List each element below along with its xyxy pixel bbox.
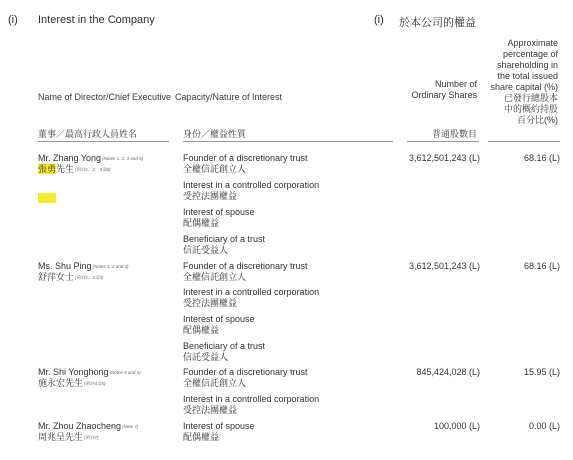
- capacity-en: Beneficiary of a trust: [183, 234, 266, 244]
- name-zh-highlighted: 張勇: [38, 164, 57, 174]
- section-title-zh: 於本公司的權益: [399, 17, 476, 29]
- director-name-zh: [38, 378, 106, 389]
- header-pct-line: Approximate: [507, 38, 558, 48]
- capacity-zh: 受控法團權益: [183, 298, 238, 308]
- director-name-zh: [38, 272, 104, 283]
- header-name-en: Name of Director/Chief Executive: [38, 92, 172, 102]
- header-rule-pct: [488, 141, 560, 142]
- capacity-en: Interest in a controlled corporation: [183, 394, 320, 404]
- name-note: (Notes 1, 2, 3 and 6): [102, 156, 144, 161]
- name-note: (Note 7): [122, 424, 139, 429]
- name-note: (Notes 1, 2 and 3): [92, 264, 129, 269]
- director-name-zh: [38, 432, 99, 443]
- director-name-en: [38, 153, 143, 164]
- capacity-zh: 信託受益人: [183, 245, 229, 255]
- shares-value: 3,612,501,243 (L): [408, 261, 480, 271]
- name-zh-rest: 先生: [56, 164, 75, 174]
- header-pct-line: share capital (%): [490, 82, 558, 92]
- director-name-en: [38, 367, 141, 378]
- capacity-zh: 全權信託創立人: [183, 272, 247, 282]
- pct-value: 68.16 (L): [523, 261, 560, 271]
- name-note: (附註1、2及3): [75, 275, 104, 280]
- capacity-zh: 配偶權益: [183, 325, 220, 335]
- header-pct-line: shareholding in: [496, 60, 558, 70]
- name-zh-text: 施永宏先生: [38, 378, 84, 388]
- section-number-en: (i): [8, 14, 18, 26]
- header-pct-line: 已發行總股本: [503, 93, 558, 103]
- name-zh-text: 周兆呈先生: [38, 432, 84, 442]
- capacity-en: Beneficiary of a trust: [183, 341, 266, 351]
- capacity-en: Interest in a controlled corporation: [183, 287, 320, 297]
- header-shares-zh: 普通股數目: [431, 129, 477, 139]
- header-shares-en: [397, 79, 477, 101]
- capacity-en: Interest of spouse: [183, 421, 255, 431]
- shares-value: 845,424,028 (L): [416, 367, 480, 377]
- shares-value: 100,000 (L): [433, 421, 480, 431]
- capacity-en: Interest of spouse: [183, 314, 255, 324]
- pct-value: 68.16 (L): [523, 153, 560, 163]
- name-note: (Notes 4 and 5): [109, 370, 141, 375]
- capacity-zh: 受控法團權益: [183, 191, 238, 201]
- capacity-en: Interest of spouse: [183, 207, 255, 217]
- director-name-zh: [38, 164, 111, 175]
- name-text: Ms. Shu Ping: [38, 261, 92, 271]
- name-zh-text: 舒萍女士: [38, 272, 75, 282]
- name-note: (附註4及5): [84, 381, 106, 386]
- header-shares-line: Ordinary Shares: [411, 90, 477, 100]
- capacity-zh: 全權信託創立人: [183, 164, 247, 174]
- capacity-zh: 受控法團權益: [183, 405, 238, 415]
- section-title-en: Interest in the Company: [38, 14, 155, 26]
- pct-value: 0.00 (L): [528, 421, 560, 431]
- header-pct-line: the total issued: [497, 71, 558, 81]
- header-rule-capacity: [183, 141, 393, 142]
- highlight-mark: [38, 193, 56, 203]
- capacity-en: Founder of a discretionary trust: [183, 261, 308, 271]
- name-text: Mr. Zhou Zhaocheng: [38, 421, 122, 431]
- header-capacity-zh: 身份／權益性質: [183, 129, 247, 139]
- header-pct-line: 百分比(%): [517, 115, 558, 125]
- director-name-en: [38, 261, 129, 272]
- capacity-en: Founder of a discretionary trust: [183, 153, 308, 163]
- director-name-en: [38, 421, 138, 432]
- header-name-zh: 董事／最高行政人員姓名: [38, 129, 138, 139]
- capacity-zh: 全權信託創立人: [183, 378, 247, 388]
- capacity-zh: 配偶權益: [183, 432, 220, 442]
- header-pct-en: [478, 38, 558, 126]
- capacity-en: Founder of a discretionary trust: [183, 367, 308, 377]
- section-number-zh: (i): [374, 14, 384, 26]
- name-text: Mr. Zhang Yong: [38, 153, 102, 163]
- header-pct-line: 中的概約持股: [503, 104, 558, 114]
- name-text: Mr. Shi Yonghong: [38, 367, 109, 377]
- header-shares-line: Number of: [434, 79, 477, 89]
- name-note: (附註1、2、3及6): [75, 167, 111, 172]
- capacity-zh: 信託受益人: [183, 352, 229, 362]
- name-note: (附註7): [84, 435, 99, 440]
- capacity-zh: 配偶權益: [183, 218, 220, 228]
- header-pct-line: percentage of: [502, 49, 558, 59]
- shares-value: 3,612,501,243 (L): [408, 153, 480, 163]
- header-rule-name: [38, 141, 169, 142]
- header-capacity-en: Capacity/Nature of Interest: [175, 92, 283, 102]
- header-rule-shares: [407, 141, 479, 142]
- pct-value: 15.95 (L): [523, 367, 560, 377]
- capacity-en: Interest in a controlled corporation: [183, 180, 320, 190]
